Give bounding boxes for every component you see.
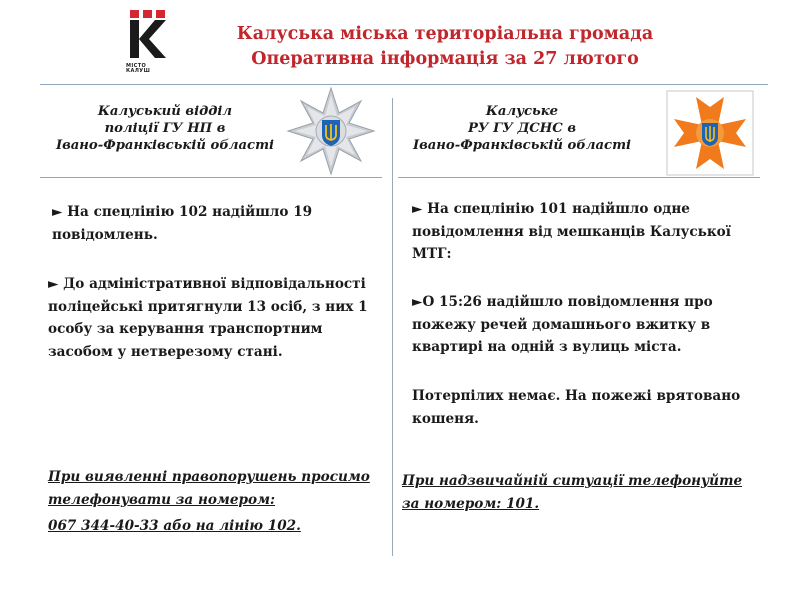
dsns-agency-name: Калуське РУ ГУ ДСНС в Івано-Франківській області — [412, 104, 632, 153]
page-subtitle: Оперативна інформація за 27 лютого — [251, 49, 639, 69]
top-divider — [40, 84, 768, 85]
city-logo-icon — [122, 6, 172, 80]
police-paragraph-calls: ► На спецлінію 102 надійшло 19 повідомлень. — [52, 204, 313, 243]
police-paragraph-liability: ► До адміністративної відповідальності поліцейські притягнули 13 осіб, з них 1 особу за керування транспортним засобом у нетверезому стані. — [48, 276, 368, 360]
dsns-paragraph-victims: Потерпілих немає. На пожежі врятовано кошеня. — [412, 388, 741, 427]
logo-caption: МІСТО КАЛУШ — [126, 63, 151, 74]
dsns-paragraph-fire: ►О 15:26 надійшло повідомлення про пожежу речей домашнього вжитку в квартирі на одній з вулиць міста. — [412, 294, 713, 355]
dsns-cross-emblem-icon — [666, 90, 754, 176]
police-star-emblem-icon — [286, 86, 376, 176]
dsns-contact-notice: При надзвичайній ситуації телефонуйте за номером: 101. — [402, 473, 743, 512]
page-title: Калуська міська територіальна громада — [236, 24, 654, 44]
police-contact-notice: При виявленні правопорушень просимо телефонувати за номером: 067 344-40-33 або на лінію 102. — [48, 469, 370, 534]
dsns-paragraph-calls: ► На спецлінію 101 надійшло одне повідомлення від мешканців Калуської МТГ: — [412, 201, 731, 262]
left-section-divider — [40, 177, 382, 178]
police-agency-name: Калуський відділ поліції ГУ НП в Івано-Франківській області — [55, 104, 275, 153]
right-section-divider — [398, 177, 760, 178]
column-divider — [392, 98, 393, 556]
